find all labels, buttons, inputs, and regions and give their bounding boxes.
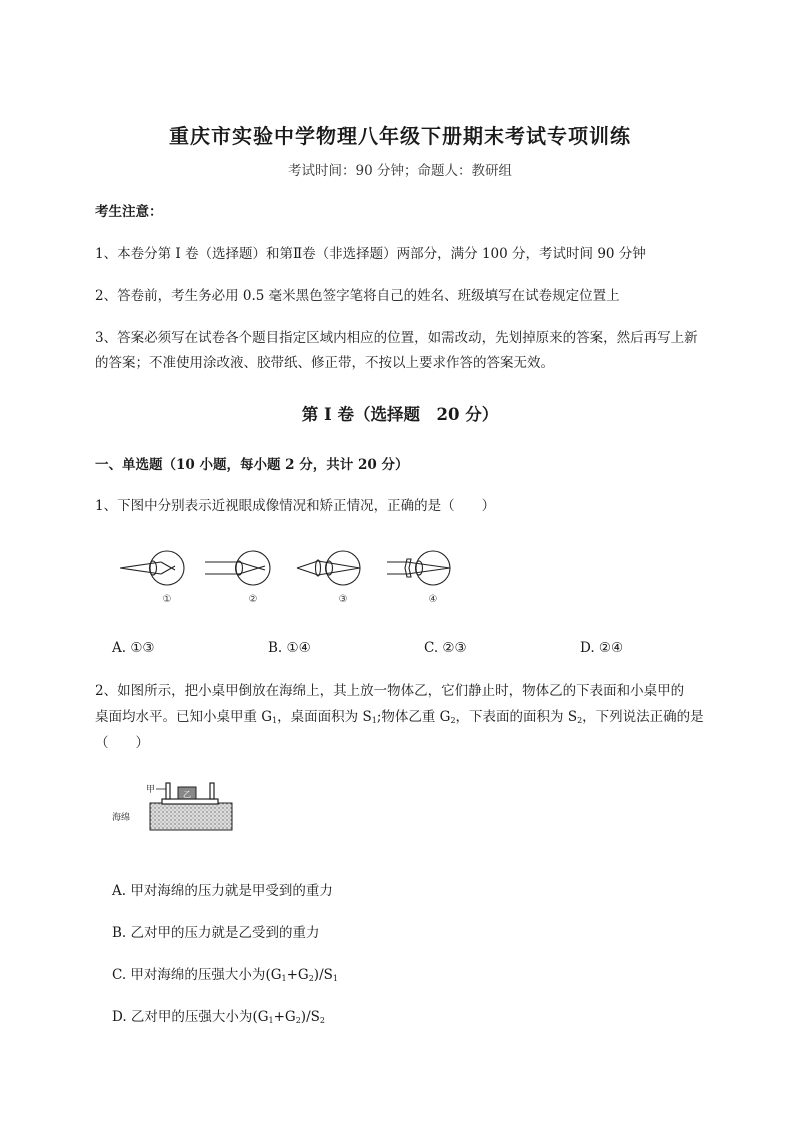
q1-option-d[interactable]: D. ②④ (580, 640, 624, 656)
q1-option-c[interactable]: C. ②③ (424, 640, 467, 656)
notice-item-1: 1、本卷分第 I 卷（选择题）和第Ⅱ卷（非选择题）两部分，满分 100 分，考试时间 90 分钟 (95, 246, 646, 262)
eye-diagram-1 (120, 551, 184, 585)
label-sponge: 海绵 (112, 813, 131, 823)
q2-option-a[interactable]: A. 甲对海绵的压力就是甲受到的重力 (112, 883, 333, 899)
eye-label-3: ③ (338, 594, 348, 605)
notice-item-3: 3、答案必须写在试卷各个题目指定区域内相应的位置，如需改动，先划掉原来的答案，然后再写上新 (95, 330, 698, 346)
q1-option-a[interactable]: A. ①③ (112, 640, 155, 656)
eye-label-1: ① (162, 594, 172, 605)
label-table: 甲 (146, 785, 156, 795)
section-title: 第 I 卷（选择题 20 分） (301, 405, 499, 424)
q1-option-b[interactable]: B. ①④ (268, 640, 311, 656)
eye-diagram-4 (387, 551, 450, 585)
eye-label-2: ② (248, 594, 258, 605)
eye-diagram-2 (205, 551, 270, 585)
table-sponge-figure (110, 775, 240, 835)
svg-text:乙: 乙 (183, 790, 191, 799)
question-2-stem-line3: （ ） (95, 735, 149, 751)
eye-diagrams-figure (115, 548, 455, 608)
page-title: 重庆市实验中学物理八年级下册期末考试专项训练 (169, 124, 631, 148)
question-2-stem-line1: 2、如图所示，把小桌甲倒放在海绵上，其上放一物体乙，它们静止时，物体乙的下表面和小桌甲的 (95, 683, 685, 699)
part-heading: 一、单选题（10 小题，每小题 2 分，共计 20 分） (95, 457, 409, 473)
notice-heading: 考生注意： (95, 204, 163, 220)
sponge (150, 803, 232, 830)
notice-item-2: 2、答卷前，考生务必用 0.5 毫米黑色签字笔将自己的姓名、班级填写在试卷规定位置上 (95, 288, 620, 304)
q2-option-c[interactable]: C. 甲对海绵的压强大小为$(G_1+G_2)/S_1$ (112, 967, 338, 983)
question-1-stem: 1、下图中分别表示近视眼成像情况和矫正情况，正确的是（ ） (95, 498, 496, 514)
q2-option-b[interactable]: B. 乙对甲的压力就是乙受到的重力 (112, 925, 320, 941)
question-2-stem-line2: 桌面均水平。已知小桌甲重 $G_1$，桌面面积为 $S_1$;物体乙重 $G_2$，下表面的面积为 $S_2$，下列说法正确的是 (95, 709, 704, 725)
eye-diagram-3 (297, 551, 360, 585)
q2-option-d[interactable]: D. 乙对甲的压强大小为$(G_1+G_2)/S_2$ (112, 1009, 325, 1025)
page-subtitle: 考试时间：90 分钟；命题人：教研组 (288, 163, 512, 179)
eye-label-4: ④ (428, 594, 438, 605)
notice-item-3-cont: 的答案；不准使用涂改液、胶带纸、修正带，不按以上要求作答的答案无效。 (95, 355, 554, 371)
